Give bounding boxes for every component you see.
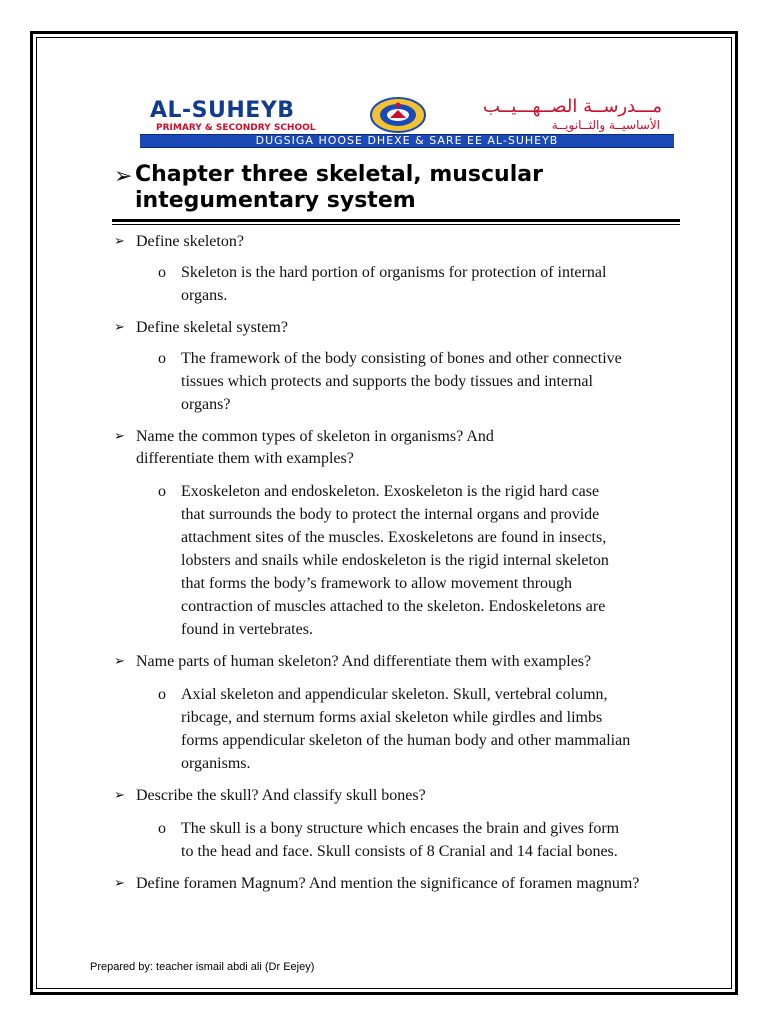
- school-banner: [140, 96, 674, 148]
- answer-item: [112, 683, 631, 775]
- circle-bullet-icon: o: [158, 820, 166, 837]
- question-item: [112, 317, 682, 339]
- question-text: Define skeletal system?: [136, 319, 288, 336]
- circle-bullet-icon: o: [158, 483, 166, 500]
- question-item: [112, 651, 682, 673]
- question-text: Name the common types of skeleton in organisms? And differentiate them with examples?: [136, 428, 494, 467]
- question-text: Define foramen Magnum? And mention the significance of foramen magnum?: [136, 875, 640, 892]
- arrow-bullet-icon: ➢: [114, 788, 125, 803]
- question-list: [112, 231, 682, 895]
- question-text: Name parts of human skeleton? And differentiate them with examples?: [136, 653, 592, 670]
- question-text: Describe the skull? And classify skull bones?: [136, 787, 426, 804]
- circle-bullet-icon: o: [158, 264, 166, 281]
- school-subtitle-ar: الأساسيــة والثــانويــة: [551, 118, 660, 132]
- answer-item: [112, 347, 636, 416]
- question-item: [112, 873, 682, 895]
- question-item: [112, 785, 682, 807]
- answer-item: [112, 817, 631, 863]
- circle-bullet-icon: o: [158, 686, 166, 703]
- answer-text: The skull is a bony structure which encases the brain and gives form to the head and face. Skull consists of 8 Cranial and 14 facial bones.: [181, 820, 620, 860]
- arrow-bullet-icon: ➢: [114, 164, 133, 189]
- circle-bullet-icon: o: [158, 350, 166, 367]
- school-subtitle-en: PRIMARY & SECONDRY SCHOOL: [156, 123, 316, 133]
- answer-item: [112, 261, 651, 307]
- school-band: DUGSIGA HOOSE DHEXE & SARE EE AL-SUHEYB: [140, 134, 674, 148]
- arrow-bullet-icon: ➢: [114, 320, 125, 335]
- arrow-bullet-icon: ➢: [114, 654, 125, 669]
- question-item: [112, 231, 682, 253]
- arrow-bullet-icon: ➢: [114, 234, 125, 249]
- question-item: [112, 426, 546, 470]
- question-text: Define skeleton?: [136, 233, 244, 250]
- school-logo-icon: [368, 96, 428, 134]
- answer-text: Exoskeleton and endoskeleton. Exoskeleton is the rigid hard case that surrounds the body to protect the internal organs and provide attachment sites of the muscles. Exoskeletons are found in insects, lobsters and snails while endoskeleton is the rigid internal skeleton that forms the body’s framework to allow movement through contraction of muscles attached to the skeleton. Endoskeletons are found in vertebrates.: [181, 483, 609, 638]
- answer-text: The framework of the body consisting of bones and other connective tissues which protects and supports the body tissues and internal organs?: [181, 350, 622, 413]
- heading-rule-thin: [112, 224, 680, 225]
- page-footer: Prepared by: teacher ismail abdi ali (Dr Eejey): [90, 961, 315, 973]
- answer-item: [112, 480, 621, 641]
- school-name-ar: مـــدرســة الصــهـــيــب: [482, 96, 662, 117]
- school-name-en: AL-SUHEYB: [150, 98, 295, 123]
- chapter-title: Chapter three skeletal, muscular integumentary system: [135, 162, 543, 213]
- answer-text: Axial skeleton and appendicular skeleton. Skull, vertebral column, ribcage, and sternum forms axial skeleton while girdles and limbs forms appendicular skeleton of the human body and other mammalian organisms.: [181, 686, 631, 772]
- arrow-bullet-icon: ➢: [114, 876, 125, 891]
- chapter-heading: [112, 162, 680, 214]
- heading-rule: [112, 219, 680, 222]
- answer-text: Skeleton is the hard portion of organisms for protection of internal organs.: [181, 264, 607, 304]
- arrow-bullet-icon: ➢: [114, 429, 125, 444]
